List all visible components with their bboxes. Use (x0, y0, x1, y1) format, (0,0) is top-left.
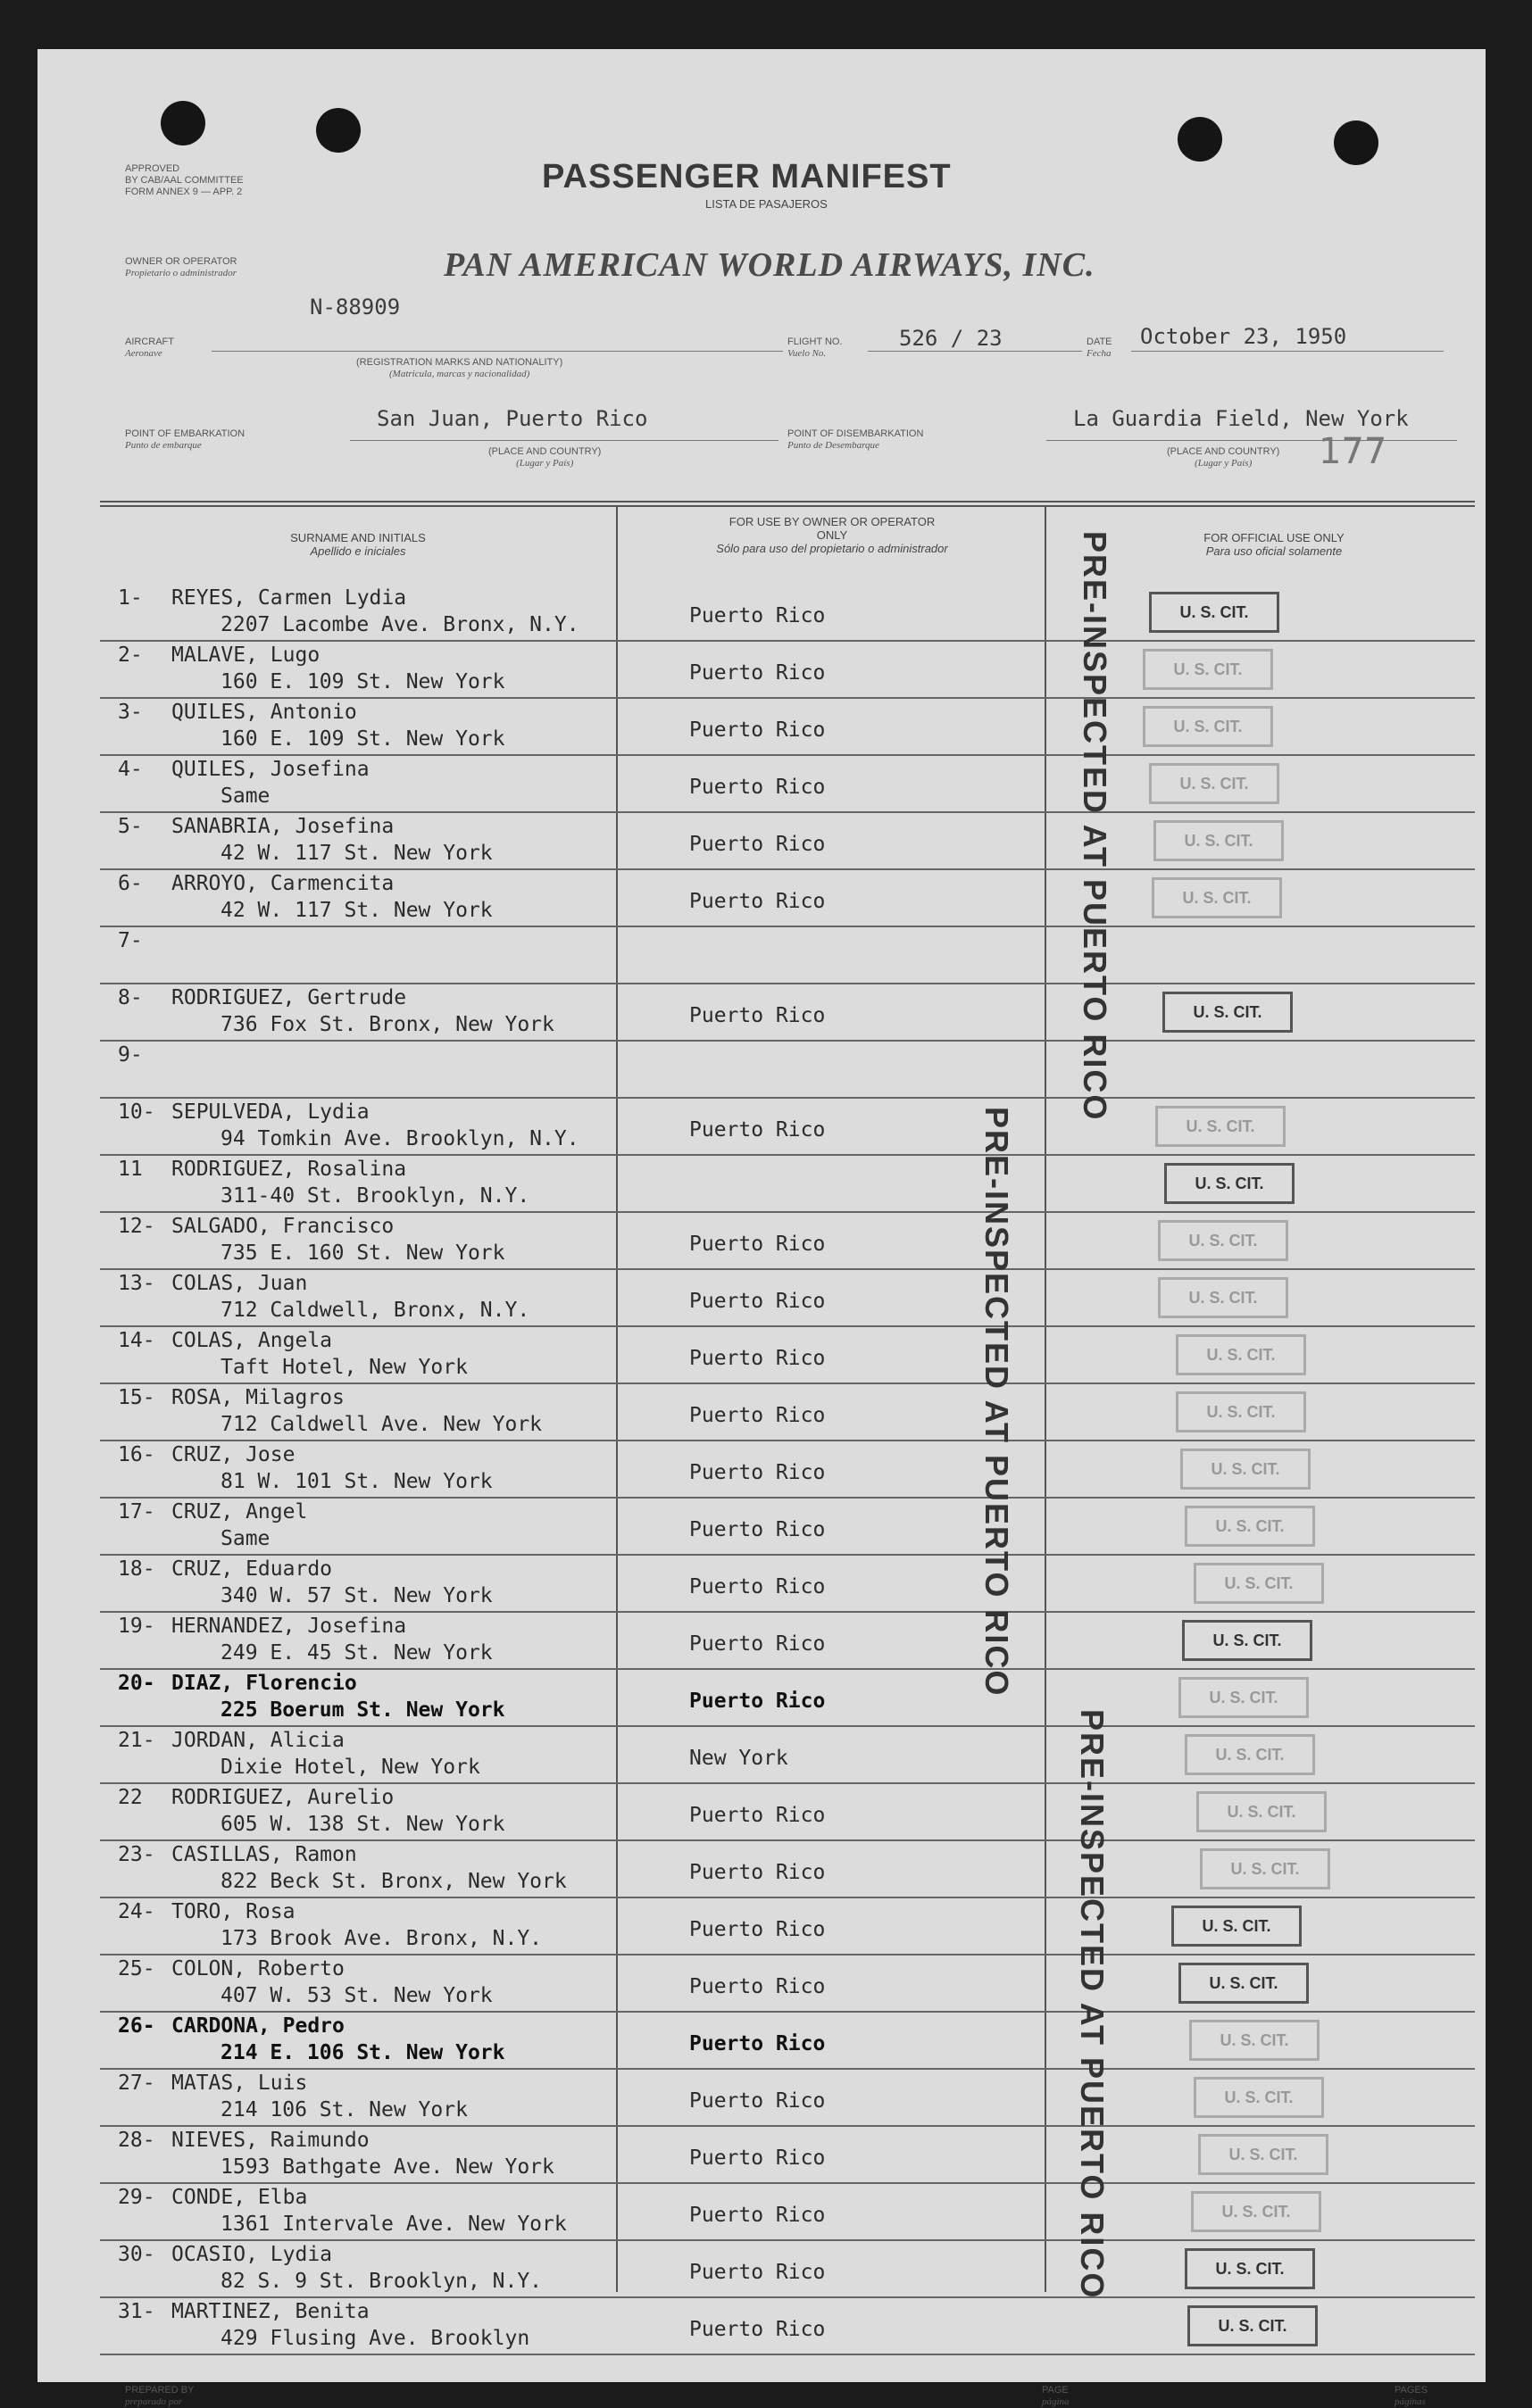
owner-use-value: Puerto Rico (689, 1347, 826, 1370)
punch-hole (1178, 117, 1222, 162)
owner-label: OWNER OR OPERATOR Propietario o administrador (125, 256, 237, 278)
owner-use-value: Puerto Rico (689, 2204, 826, 2227)
passenger-number: 22 (118, 1786, 143, 1809)
owner-use-value: Puerto Rico (689, 1404, 826, 1427)
passenger-address: Taft Hotel, New York (221, 1356, 468, 1379)
page-subtitle: LISTA DE PASAJEROS (705, 197, 828, 211)
owner-use-value: Puerto Rico (689, 1804, 826, 1827)
disembark-place-label: (PLACE AND COUNTRY) (Lugar y País) (1167, 446, 1280, 469)
prepared-by-label: PREPARED BY preparado por (125, 2385, 195, 2407)
passenger-name: DIAZ, Florencio (171, 1672, 357, 1695)
table-row (100, 2127, 1475, 2184)
passenger-name: REYES, Carmen Lydia (171, 586, 407, 610)
passenger-number: 27- (118, 2072, 155, 2095)
owner-use-value: Puerto Rico (689, 1632, 826, 1656)
owner-use-value: Puerto Rico (689, 661, 826, 685)
passenger-address: 225 Boerum St. New York (221, 1698, 505, 1722)
manifest-page (37, 49, 1486, 2407)
owner-use-value: Puerto Rico (689, 1233, 826, 1256)
table-row (100, 813, 1475, 870)
passenger-address: 712 Caldwell Ave. New York (221, 1413, 543, 1436)
us-citizen-stamp: U. S. CIT. (1176, 1391, 1306, 1432)
passenger-name: COLAS, Angela (171, 1329, 333, 1352)
passenger-number: 26- (118, 2014, 155, 2038)
owner-use-value: Puerto Rico (689, 1975, 826, 1998)
us-citizen-stamp: U. S. CIT. (1187, 2305, 1318, 2346)
owner-use-value: Puerto Rico (689, 2261, 826, 2284)
owner-use-value: Puerto Rico (689, 1461, 826, 1484)
table-row (100, 1727, 1475, 1784)
passenger-number: 17- (118, 1500, 155, 1524)
preinspected-stamp: PRE-INSPECTED AT PUERTO RICO (1074, 1709, 1111, 2300)
table-row (100, 870, 1475, 927)
owner-use-value: Puerto Rico (689, 1290, 826, 1313)
us-citizen-stamp: U. S. CIT. (1158, 1220, 1288, 1261)
table-row (100, 1556, 1475, 1613)
owner-use-value: Puerto Rico (689, 1518, 826, 1541)
passenger-name: MATAS, Luis (171, 2072, 308, 2095)
table-row (100, 1099, 1475, 1156)
aircraft-registration: N-88909 (310, 295, 401, 320)
us-citizen-stamp: U. S. CIT. (1152, 877, 1282, 918)
surname-header: SURNAME AND INITIALS Apellido e iniciales (290, 531, 426, 558)
page-title: PASSENGER MANIFEST (542, 158, 952, 195)
passenger-address: 81 W. 101 St. New York (221, 1470, 493, 1493)
table-row (100, 1213, 1475, 1270)
passenger-address: 311-40 St. Brooklyn, N.Y. (221, 1184, 530, 1208)
us-citizen-stamp: U. S. CIT. (1153, 820, 1284, 861)
passenger-address: 736 Fox St. Bronx, New York (221, 1013, 554, 1036)
passenger-number: 23- (118, 1843, 155, 1866)
table-row (100, 2241, 1475, 2298)
us-citizen-stamp: U. S. CIT. (1180, 1449, 1311, 1490)
punch-hole (1334, 120, 1378, 165)
passenger-number: 11 (118, 1158, 143, 1181)
table-row (100, 1955, 1475, 2013)
us-citizen-stamp: U. S. CIT. (1194, 1563, 1324, 1604)
embark-place-label: (PLACE AND COUNTRY) (Lugar y País) (488, 446, 602, 469)
passenger-name: RODRIGUEZ, Gertrude (171, 986, 407, 1009)
passenger-number: 28- (118, 2129, 155, 2152)
owner-use-value: Puerto Rico (689, 718, 826, 742)
passenger-name: OCASIO, Lydia (171, 2243, 333, 2266)
table-row (100, 1841, 1475, 1898)
us-citizen-stamp: U. S. CIT. (1191, 2191, 1321, 2232)
us-citizen-stamp: U. S. CIT. (1189, 2020, 1320, 2061)
passenger-address: 249 E. 45 St. New York (221, 1641, 493, 1665)
divider (100, 505, 1475, 507)
passenger-address: 214 E. 106 St. New York (221, 2041, 505, 2064)
owner-use-value: Puerto Rico (689, 1690, 826, 1713)
table-row (100, 2184, 1475, 2241)
us-citizen-stamp: U. S. CIT. (1176, 1334, 1306, 1375)
table-row (100, 1613, 1475, 1670)
passenger-number: 7- (118, 929, 143, 952)
owner-use-value: Puerto Rico (689, 2318, 826, 2341)
owner-use-value: Puerto Rico (689, 833, 826, 856)
passenger-table (100, 585, 1475, 2355)
passenger-number: 31- (118, 2300, 155, 2323)
passenger-name: TORO, Rosa (171, 1900, 296, 1923)
passenger-name: SALGADO, Francisco (171, 1215, 395, 1238)
passenger-address: 822 Beck St. Bronx, New York (221, 1870, 567, 1893)
passenger-name: MALAVE, Lugo (171, 644, 321, 667)
passenger-number: 20- (118, 1672, 155, 1695)
passenger-address: 42 W. 117 St. New York (221, 899, 493, 922)
punch-hole (161, 101, 205, 145)
passenger-name: RODRIGUEZ, Aurelio (171, 1786, 395, 1809)
passenger-number: 6- (118, 872, 143, 895)
passenger-address: 1593 Bathgate Ave. New York (221, 2155, 554, 2179)
us-citizen-stamp: U. S. CIT. (1171, 1906, 1302, 1947)
flight-label: FLIGHT NO. Vuelo No. (787, 336, 843, 359)
passenger-number: 9- (118, 1043, 143, 1067)
passenger-number: 2- (118, 644, 143, 667)
pages-label: PAGES páginas (1395, 2385, 1428, 2407)
us-citizen-stamp: U. S. CIT. (1185, 1506, 1315, 1547)
table-row (100, 1384, 1475, 1441)
passenger-name: ARROYO, Carmencita (171, 872, 395, 895)
passenger-name: NIEVES, Raimundo (171, 2129, 370, 2152)
passenger-number: 3- (118, 701, 143, 724)
passenger-name: CRUZ, Angel (171, 1500, 308, 1524)
flight-number: 526 / 23 (899, 326, 1003, 351)
passenger-name: QUILES, Josefina (171, 758, 370, 781)
table-row (100, 1898, 1475, 1955)
us-citizen-stamp: U. S. CIT. (1164, 1163, 1295, 1204)
owner-use-value: Puerto Rico (689, 604, 826, 627)
passenger-number: 13- (118, 1272, 155, 1295)
passenger-address: 160 E. 109 St. New York (221, 727, 505, 751)
passenger-address: 712 Caldwell, Bronx, N.Y. (221, 1299, 530, 1322)
table-row (100, 1042, 1475, 1099)
passenger-address: 173 Brook Ave. Bronx, N.Y. (221, 1927, 543, 1950)
passenger-address: 1361 Intervale Ave. New York (221, 2213, 567, 2236)
table-row (100, 1670, 1475, 1727)
table-row (100, 1270, 1475, 1327)
flight-date: October 23, 1950 (1140, 324, 1347, 349)
passenger-address: Same (221, 1527, 271, 1550)
us-citizen-stamp: U. S. CIT. (1185, 1734, 1315, 1775)
owner-use-value: Puerto Rico (689, 2032, 826, 2055)
us-citizen-stamp: U. S. CIT. (1178, 1677, 1309, 1718)
passenger-number: 24- (118, 1900, 155, 1923)
passenger-number: 16- (118, 1443, 155, 1466)
table-row (100, 2070, 1475, 2127)
table-row (100, 642, 1475, 699)
embarkation-place: San Juan, Puerto Rico (377, 406, 648, 431)
owner-use-value: Puerto Rico (689, 776, 826, 799)
us-citizen-stamp: U. S. CIT. (1143, 706, 1273, 747)
passenger-address: 82 S. 9 St. Brooklyn, N.Y. (221, 2270, 543, 2293)
page-stamp-number: 177 (1319, 431, 1387, 472)
punch-hole (316, 108, 361, 153)
us-citizen-stamp: U. S. CIT. (1182, 1620, 1312, 1661)
passenger-address: 42 W. 117 St. New York (221, 842, 493, 865)
passenger-address: 605 W. 138 St. New York (221, 1813, 505, 1836)
passenger-number: 29- (118, 2186, 155, 2209)
passenger-address: Dixie Hotel, New York (221, 1756, 480, 1779)
owner-use-value: Puerto Rico (689, 1118, 826, 1142)
passenger-number: 1- (118, 586, 143, 610)
passenger-name: COLON, Roberto (171, 1957, 345, 1980)
owner-use-value: Puerto Rico (689, 1004, 826, 1027)
us-citizen-stamp: U. S. CIT. (1149, 763, 1279, 804)
passenger-name: SANABRIA, Josefina (171, 815, 395, 838)
us-citizen-stamp: U. S. CIT. (1178, 1963, 1309, 2004)
disembarkation-place: La Guardia Field, New York (1073, 406, 1409, 431)
passenger-number: 15- (118, 1386, 155, 1409)
owner-use-value: Puerto Rico (689, 2089, 826, 2113)
passenger-number: 25- (118, 1957, 155, 1980)
passenger-number: 12- (118, 1215, 155, 1238)
passenger-number: 8- (118, 986, 143, 1009)
passenger-address: 735 E. 160 St. New York (221, 1241, 505, 1265)
passenger-address: 214 106 St. New York (221, 2098, 468, 2122)
preinspected-stamp: PRE-INSPECTED AT PUERTO RICO (1077, 531, 1113, 1122)
passenger-number: 18- (118, 1557, 155, 1581)
table-row (100, 1499, 1475, 1556)
embarkation-label: POINT OF EMBARKATION Punto de embarque (125, 428, 246, 451)
passenger-number: 21- (118, 1729, 155, 1752)
passenger-name: HERNANDEZ, Josefina (171, 1615, 407, 1638)
us-citizen-stamp: U. S. CIT. (1149, 592, 1279, 633)
passenger-name: CONDE, Elba (171, 2186, 308, 2209)
us-citizen-stamp: U. S. CIT. (1143, 649, 1273, 690)
passenger-number: 19- (118, 1615, 155, 1638)
passenger-name: CRUZ, Eduardo (171, 1557, 333, 1581)
table-row (100, 984, 1475, 1042)
preinspected-stamp: PRE-INSPECTED AT PUERTO RICO (978, 1107, 1015, 1698)
passenger-number: 5- (118, 815, 143, 838)
airline-name: PAN AMERICAN WORLD AIRWAYS, INC. (444, 246, 1095, 284)
table-row (100, 1441, 1475, 1499)
passenger-number: 14- (118, 1329, 155, 1352)
passenger-name: QUILES, Antonio (171, 701, 357, 724)
passenger-number: 30- (118, 2243, 155, 2266)
passenger-name: JORDAN, Alicia (171, 1729, 345, 1752)
passenger-name: MARTINEZ, Benita (171, 2300, 370, 2323)
registration-label: (REGISTRATION MARKS AND NATIONALITY) (Matricula, marcas y nacionalidad) (356, 357, 563, 379)
table-row (100, 2013, 1475, 2070)
passenger-name: COLAS, Juan (171, 1272, 308, 1295)
passenger-name: CARDONA, Pedro (171, 2014, 345, 2038)
owner-use-value: Puerto Rico (689, 2146, 826, 2170)
table-row (100, 699, 1475, 756)
table-row (100, 2298, 1475, 2355)
owner-use-value: New York (689, 1747, 788, 1770)
us-citizen-stamp: U. S. CIT. (1194, 2077, 1324, 2118)
passenger-name: RODRIGUEZ, Rosalina (171, 1158, 407, 1181)
passenger-address: 407 W. 53 St. New York (221, 1984, 493, 2007)
us-citizen-stamp: U. S. CIT. (1200, 1848, 1330, 1889)
aircraft-label: AIRCRAFT Aeronave (125, 336, 174, 359)
us-citizen-stamp: U. S. CIT. (1196, 1791, 1327, 1832)
passenger-name: SEPULVEDA, Lydia (171, 1100, 370, 1124)
owner-use-value: Puerto Rico (689, 1575, 826, 1598)
passenger-name: CASILLAS, Ramon (171, 1843, 357, 1866)
passenger-address: Same (221, 785, 271, 808)
us-citizen-stamp: U. S. CIT. (1155, 1106, 1286, 1147)
passenger-address: 429 Flusing Ave. Brooklyn (221, 2327, 530, 2350)
passenger-number: 4- (118, 758, 143, 781)
passenger-name: CRUZ, Jose (171, 1443, 296, 1466)
passenger-name: ROSA, Milagros (171, 1386, 345, 1409)
divider (100, 501, 1475, 502)
table-row (100, 927, 1475, 984)
us-citizen-stamp: U. S. CIT. (1198, 2134, 1328, 2175)
table-row (100, 756, 1475, 813)
owner-use-value: Puerto Rico (689, 1861, 826, 1884)
page-label: PAGE página (1042, 2385, 1070, 2407)
table-row (100, 1784, 1475, 1841)
owner-use-value: Puerto Rico (689, 1918, 826, 1941)
us-citizen-stamp: U. S. CIT. (1185, 2248, 1315, 2289)
table-row (100, 1156, 1475, 1213)
official-use-header: FOR OFFICIAL USE ONLY Para uso oficial solamente (1203, 531, 1345, 558)
passenger-address: 340 W. 57 St. New York (221, 1584, 493, 1607)
disembarkation-label: POINT OF DISEMBARKATION Punto de Desembarque (787, 428, 924, 451)
table-row (100, 585, 1475, 642)
approval-note: APPROVED BY CAB/AAL COMMITTEE FORM ANNEX 9 — APP. 2 (125, 163, 244, 197)
passenger-address: 2207 Lacombe Ave. Bronx, N.Y. (221, 613, 579, 636)
owner-use-value: Puerto Rico (689, 890, 826, 913)
table-row (100, 1327, 1475, 1384)
passenger-address: 160 E. 109 St. New York (221, 670, 505, 693)
passenger-address: 94 Tomkin Ave. Brooklyn, N.Y. (221, 1127, 579, 1150)
owner-use-header: FOR USE BY OWNER OR OPERATOR ONLY Sólo para uso del propietario o administrador (716, 515, 948, 555)
date-label: DATE Fecha (1087, 336, 1112, 359)
passenger-number: 10- (118, 1100, 155, 1124)
us-citizen-stamp: U. S. CIT. (1162, 992, 1293, 1033)
us-citizen-stamp: U. S. CIT. (1158, 1277, 1288, 1318)
